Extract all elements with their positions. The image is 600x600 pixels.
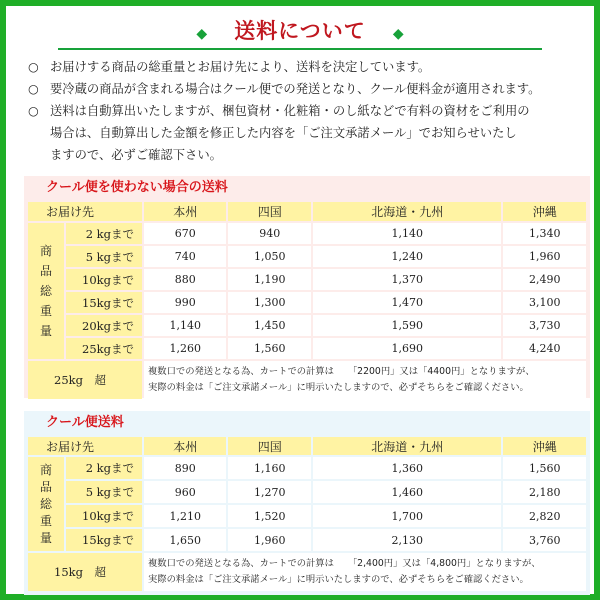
- title-underline: [58, 48, 542, 50]
- over-weight-note: 複数口での発送となる為、カートでの計算は 「2,400円」又は「4,800円」となりますが、 実際の料金は「ご注文承諾メール」に明示いたしますので、必ずそちらをご確認ください。: [144, 553, 586, 591]
- over-weight-note: 複数口での発送となる為、カートでの計算は 「2200円」又は「4400円」となりますが、 実際の料金は「ご注文承諾メール」に明示いたしますので、必ずそちらをご確認ください。: [144, 361, 586, 399]
- weight-label: 2 kgまで: [66, 223, 142, 244]
- price-cell: 3,100: [503, 292, 586, 313]
- price-cell: 2,130: [313, 529, 502, 551]
- price-cell: 1,590: [313, 315, 502, 336]
- note-item: [28, 100, 588, 122]
- normal-shipping-table: [26, 200, 588, 401]
- table-row: [28, 246, 586, 267]
- price-cell: 1,960: [503, 246, 586, 267]
- weight-label: 10kgまで: [66, 269, 142, 290]
- price-cell: 1,240: [313, 246, 502, 267]
- price-cell: 940: [228, 223, 310, 244]
- table-row: [28, 457, 586, 479]
- weight-label: 20kgまで: [66, 315, 142, 336]
- header-okinawa: 沖縄: [503, 437, 586, 455]
- price-cell: 1,360: [313, 457, 502, 479]
- weight-label: 15kgまで: [66, 529, 142, 551]
- price-cell: 2,180: [503, 481, 586, 503]
- diamond-icon-left: ◆: [196, 25, 208, 42]
- notes-list: [28, 56, 588, 166]
- note-continuation: ますので、必ずご確認下さい。: [50, 148, 222, 162]
- table-row: [28, 269, 586, 290]
- note-text: 送料は自動算出いたしますが、梱包資材・化粧箱・のし紙などで有料の資材をご利用の: [50, 104, 530, 118]
- price-cell: 740: [144, 246, 226, 267]
- circle-bullet-icon: ○: [28, 60, 39, 74]
- price-cell: 1,960: [228, 529, 310, 551]
- header-shikoku: 四国: [228, 202, 310, 221]
- price-cell: 1,340: [503, 223, 586, 244]
- weight-label: 15kgまで: [66, 292, 142, 313]
- title-row: [12, 14, 588, 48]
- weight-label: 2 kgまで: [66, 457, 142, 479]
- table-row-over-limit: [28, 361, 586, 399]
- price-cell: 1,160: [228, 457, 310, 479]
- header-honshu: 本州: [144, 437, 226, 455]
- cool-shipping-title: クール便送料: [46, 415, 124, 430]
- price-cell: 880: [144, 269, 226, 290]
- header-honshu: 本州: [144, 202, 226, 221]
- table-row: [28, 505, 586, 527]
- weight-label: 5 kgまで: [66, 246, 142, 267]
- price-cell: 1,560: [503, 457, 586, 479]
- price-cell: 1,560: [228, 338, 310, 359]
- price-cell: 3,760: [503, 529, 586, 551]
- table-header-row: [28, 437, 586, 455]
- over-weight-label: 25kg 超: [28, 361, 142, 399]
- circle-bullet-icon: ○: [28, 104, 39, 118]
- price-cell: 1,190: [228, 269, 310, 290]
- price-cell: 890: [144, 457, 226, 479]
- diamond-icon-right: ◆: [392, 25, 404, 42]
- table-row: [28, 315, 586, 336]
- price-cell: 1,140: [144, 315, 226, 336]
- header-shikoku: 四国: [228, 437, 310, 455]
- price-cell: 1,650: [144, 529, 226, 551]
- note-text: お届けする商品の総重量とお届け先により、送料を決定しています。: [50, 60, 431, 74]
- page-title: 送料について: [234, 19, 366, 43]
- header-destination: お届け先: [28, 437, 142, 455]
- table-row: [28, 223, 586, 244]
- note-continuation: 場合は、自動算出した金額を修正した内容を「ご注文承諾メール」でお知らせいたし: [50, 126, 517, 140]
- price-cell: 1,270: [228, 481, 310, 503]
- price-cell: 1,470: [313, 292, 502, 313]
- price-cell: 1,050: [228, 246, 310, 267]
- cool-shipping-section: [24, 411, 590, 595]
- price-cell: 1,300: [228, 292, 310, 313]
- total-weight-label: 商 品 総 重 量: [28, 223, 64, 359]
- price-cell: 1,450: [228, 315, 310, 336]
- price-cell: 3,730: [503, 315, 586, 336]
- normal-shipping-title: クール便を使わない場合の送料: [46, 180, 228, 195]
- price-cell: 1,700: [313, 505, 502, 527]
- price-cell: 2,820: [503, 505, 586, 527]
- price-cell: 1,260: [144, 338, 226, 359]
- header-hokkaido-kyushu: 北海道・九州: [313, 437, 502, 455]
- table-row: [28, 338, 586, 359]
- total-weight-label: 商 品 総 重 量: [28, 457, 64, 551]
- table-row: [28, 481, 586, 503]
- price-cell: 2,490: [503, 269, 586, 290]
- note-item: [28, 78, 588, 100]
- price-cell: 1,460: [313, 481, 502, 503]
- price-cell: 960: [144, 481, 226, 503]
- price-cell: 670: [144, 223, 226, 244]
- circle-bullet-icon: ○: [28, 82, 39, 96]
- table-header-row: [28, 202, 586, 221]
- price-cell: 1,370: [313, 269, 502, 290]
- price-cell: 4,240: [503, 338, 586, 359]
- price-cell: 990: [144, 292, 226, 313]
- header-hokkaido-kyushu: 北海道・九州: [313, 202, 502, 221]
- weight-label: 5 kgまで: [66, 481, 142, 503]
- header-okinawa: 沖縄: [503, 202, 586, 221]
- price-cell: 1,520: [228, 505, 310, 527]
- note-text: 要冷蔵の商品が含まれる場合はクール便での発送となり、クール便料金が適用されます。: [50, 82, 541, 96]
- price-cell: 1,210: [144, 505, 226, 527]
- weight-label: 10kgまで: [66, 505, 142, 527]
- table-row: [28, 292, 586, 313]
- over-weight-label: 15kg 超: [28, 553, 142, 591]
- header-destination: お届け先: [28, 202, 142, 221]
- price-cell: 1,140: [313, 223, 502, 244]
- note-item: [28, 56, 588, 78]
- weight-label: 25kgまで: [66, 338, 142, 359]
- cool-shipping-table: [26, 435, 588, 593]
- price-cell: 1,690: [313, 338, 502, 359]
- table-row: [28, 529, 586, 551]
- table-row-over-limit: [28, 553, 586, 591]
- normal-shipping-section: [24, 176, 590, 398]
